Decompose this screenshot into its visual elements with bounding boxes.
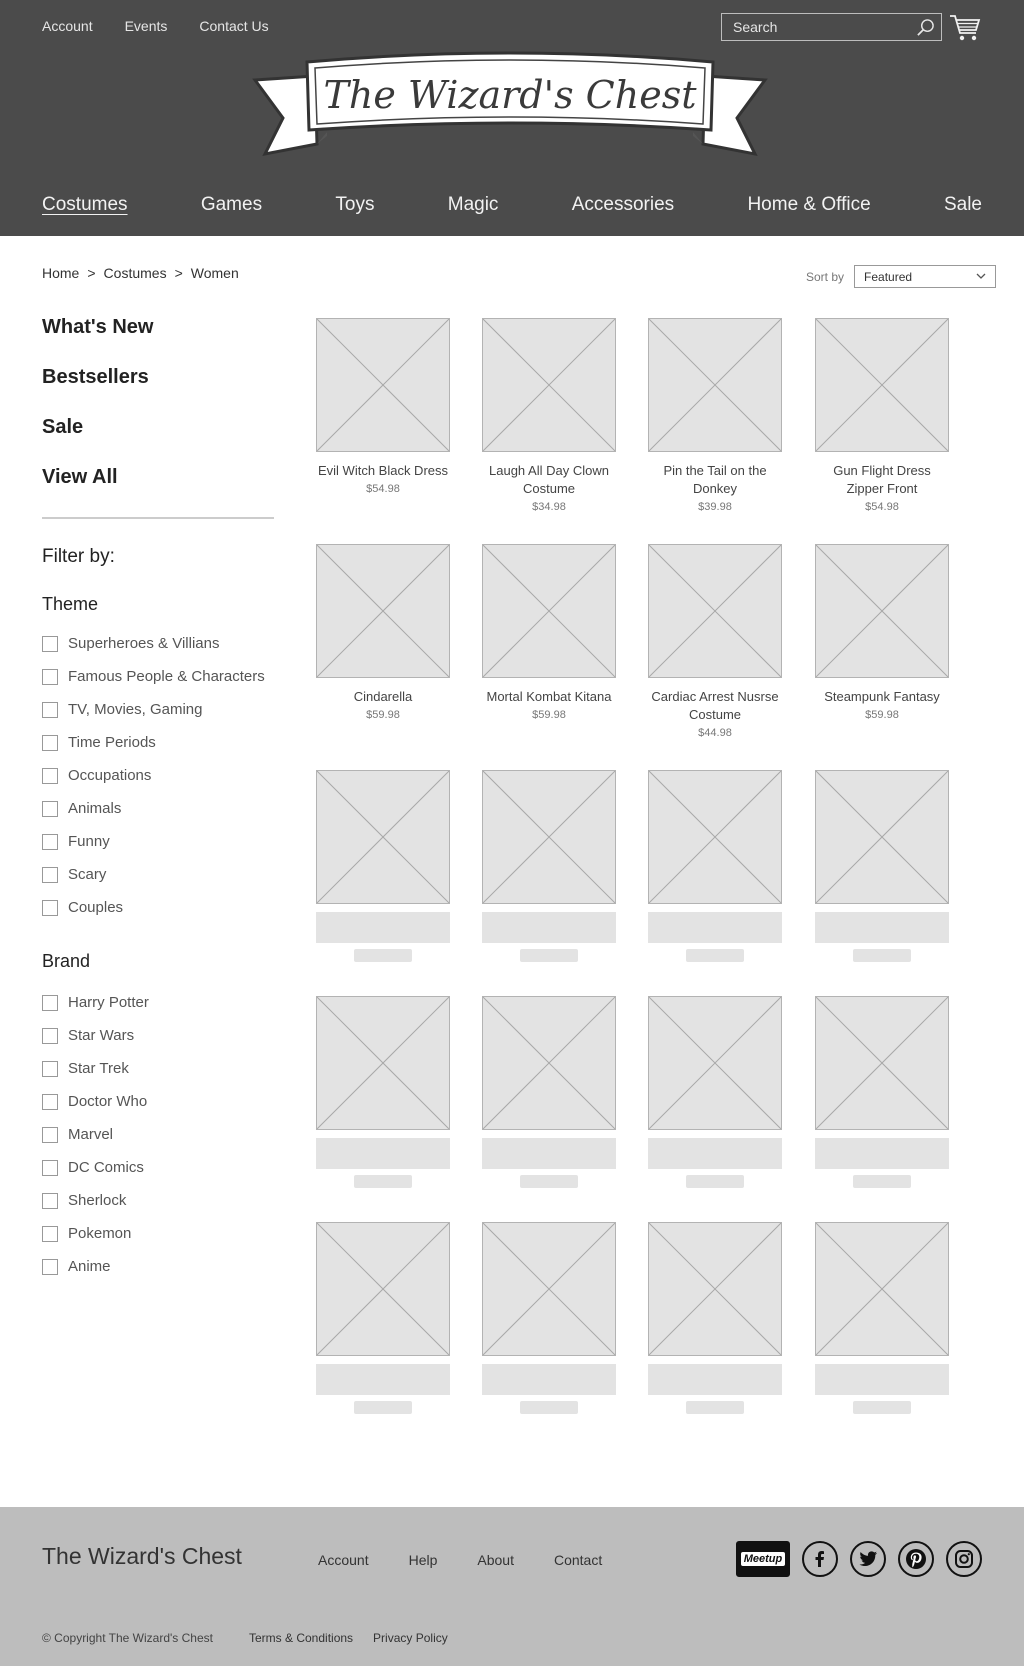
product-image-placeholder[interactable] — [316, 996, 450, 1130]
legal-links — [249, 1631, 448, 1645]
theme-filter-label: TV, Movies, Gaming — [68, 701, 203, 718]
footer-help-link[interactable]: Help — [408, 1552, 438, 1568]
theme-filter-item[interactable] — [42, 726, 265, 759]
product-price: $54.98 — [865, 501, 899, 513]
product-price-placeholder — [686, 949, 744, 962]
product-name-placeholder — [482, 1364, 616, 1395]
product-card[interactable] — [482, 1222, 616, 1414]
product-image-placeholder[interactable] — [482, 1222, 616, 1356]
product-image-placeholder[interactable] — [648, 770, 782, 904]
product-image-placeholder[interactable] — [648, 544, 782, 678]
breadcrumb-costumes[interactable]: Costumes — [103, 265, 167, 281]
nav-toys[interactable]: Toys — [335, 194, 375, 215]
checkbox[interactable] — [42, 735, 58, 751]
breadcrumb-separator: > — [87, 265, 96, 281]
instagram-icon[interactable] — [946, 1541, 982, 1577]
product-card[interactable] — [815, 318, 949, 513]
brand-filter-item[interactable] — [42, 1151, 149, 1184]
product-name-placeholder — [316, 912, 450, 943]
brand-filter-item[interactable] — [42, 1052, 149, 1085]
product-price-placeholder — [853, 1175, 911, 1188]
product-name-placeholder — [316, 1138, 450, 1169]
sidebar-divider — [42, 517, 274, 519]
privacy-link[interactable]: Privacy Policy — [373, 1631, 448, 1645]
product-image-placeholder[interactable] — [316, 544, 450, 678]
brand-filter-item[interactable] — [42, 1019, 149, 1052]
product-image-placeholder[interactable] — [648, 996, 782, 1130]
product-image-placeholder[interactable] — [815, 318, 949, 452]
theme-filter-item[interactable] — [42, 825, 265, 858]
checkbox[interactable] — [42, 1193, 58, 1209]
nav-accessories[interactable]: Accessories — [571, 194, 675, 215]
brand-filter-item[interactable] — [42, 1250, 149, 1283]
product-price-placeholder — [853, 1401, 911, 1414]
theme-filter-label: Animals — [68, 800, 122, 817]
product-price-placeholder — [520, 949, 578, 962]
product-card[interactable] — [648, 770, 782, 962]
product-card[interactable] — [815, 1222, 949, 1414]
product-price-placeholder — [520, 1175, 578, 1188]
search-box — [721, 13, 942, 41]
product-image-placeholder[interactable] — [482, 770, 616, 904]
checkbox[interactable] — [42, 834, 58, 850]
theme-filter-label: Famous People & Characters — [68, 668, 265, 685]
search-icon[interactable] — [916, 18, 935, 37]
checkbox[interactable] — [42, 1259, 58, 1275]
pinterest-icon[interactable] — [898, 1541, 934, 1577]
theme-filter-item[interactable] — [42, 792, 265, 825]
events-link[interactable]: Events — [124, 18, 168, 34]
brand-filter-label: Harry Potter — [68, 994, 149, 1011]
footer-account-link[interactable]: Account — [318, 1552, 369, 1568]
site-header — [0, 0, 1024, 236]
chevron-down-icon — [976, 273, 986, 280]
product-price-placeholder — [354, 1175, 412, 1188]
product-price: $54.98 — [366, 483, 400, 495]
utility-nav — [42, 18, 269, 34]
nav-costumes[interactable]: Costumes — [42, 194, 128, 215]
breadcrumb-home[interactable]: Home — [42, 265, 80, 281]
nav-magic[interactable]: Magic — [447, 194, 499, 215]
product-card[interactable] — [648, 544, 782, 739]
checkbox[interactable] — [42, 768, 58, 784]
product-image-placeholder[interactable] — [482, 318, 616, 452]
brand-filter-label: Doctor Who — [68, 1093, 148, 1110]
product-card[interactable] — [815, 544, 949, 721]
contact-us-link[interactable]: Contact Us — [199, 18, 269, 34]
product-price-placeholder — [354, 949, 412, 962]
product-card[interactable] — [316, 318, 450, 495]
checkbox[interactable] — [42, 1028, 58, 1044]
search-input[interactable] — [722, 14, 912, 40]
copyright-text: © Copyright The Wizard's Chest — [42, 1631, 213, 1645]
product-name-placeholder — [648, 1364, 782, 1395]
product-name[interactable]: Gun Flight Dress Zipper Front — [833, 463, 931, 496]
product-price-placeholder — [686, 1175, 744, 1188]
theme-filter-item[interactable] — [42, 693, 265, 726]
product-image-placeholder[interactable] — [482, 544, 616, 678]
sidebar-links — [42, 316, 153, 516]
theme-filter-label: Funny — [68, 833, 110, 850]
product-price-placeholder — [520, 1401, 578, 1414]
checkbox[interactable] — [42, 1127, 58, 1143]
product-image-placeholder[interactable] — [316, 1222, 450, 1356]
checkbox[interactable] — [42, 669, 58, 685]
breadcrumb-separator: > — [174, 265, 183, 281]
checkbox[interactable] — [42, 636, 58, 652]
product-price: $39.98 — [698, 501, 732, 513]
brand-filter-label: Anime — [68, 1258, 111, 1275]
sort-select[interactable] — [854, 265, 996, 288]
product-card[interactable] — [648, 318, 782, 513]
product-card[interactable] — [316, 544, 450, 721]
sort-control — [806, 265, 996, 288]
brand-filter-label: Pokemon — [68, 1225, 132, 1242]
sidebar-bestsellers[interactable]: Bestsellers — [42, 366, 149, 388]
product-card[interactable] — [482, 544, 616, 721]
product-name[interactable]: Laugh All Day Clown Costume — [489, 463, 609, 496]
product-image-placeholder[interactable] — [815, 1222, 949, 1356]
checkbox[interactable] — [42, 702, 58, 718]
facebook-icon[interactable] — [802, 1541, 838, 1577]
footer-links — [318, 1552, 602, 1568]
checkbox[interactable] — [42, 801, 58, 817]
theme-filter-label: Time Periods — [68, 734, 156, 751]
product-card[interactable] — [482, 318, 616, 513]
nav-sale[interactable]: Sale — [943, 194, 982, 215]
product-price: $44.98 — [698, 727, 732, 739]
brand-filter-item[interactable] — [42, 1085, 149, 1118]
theme-filter-label: Scary — [68, 866, 107, 883]
product-name-placeholder — [815, 1364, 949, 1395]
sort-label: Sort by — [806, 269, 845, 284]
main-nav — [42, 194, 982, 216]
footer-contact-link[interactable]: Contact — [553, 1552, 603, 1568]
product-name-placeholder — [316, 1364, 450, 1395]
product-image-placeholder[interactable] — [648, 1222, 782, 1356]
account-link[interactable]: Account — [42, 18, 93, 34]
terms-link[interactable]: Terms & Conditions — [249, 1631, 354, 1645]
product-price: $59.98 — [532, 709, 566, 721]
logo-text: The Wizard's Chest — [323, 73, 697, 117]
sort-value: Featured — [864, 270, 913, 284]
product-card[interactable] — [648, 1222, 782, 1414]
product-name-placeholder — [815, 1138, 949, 1169]
product-card[interactable] — [316, 996, 450, 1188]
brand-filter-label: Star Wars — [68, 1027, 135, 1044]
product-image-placeholder[interactable] — [316, 770, 450, 904]
product-name[interactable]: Pin the Tail on the Donkey — [663, 463, 767, 496]
product-card[interactable] — [815, 996, 949, 1188]
product-card[interactable] — [815, 770, 949, 962]
checkbox[interactable] — [42, 1226, 58, 1242]
footer-about-link[interactable]: About — [477, 1552, 514, 1568]
meetup-label: Meetup — [741, 1552, 786, 1566]
brand-filter-item[interactable] — [42, 1217, 149, 1250]
product-image-placeholder[interactable] — [316, 318, 450, 452]
brand-filter-item[interactable] — [42, 1118, 149, 1151]
product-price-placeholder — [686, 1401, 744, 1414]
nav-home-office[interactable]: Home & Office — [747, 194, 871, 215]
nav-games[interactable]: Games — [200, 194, 263, 215]
theme-filter-item[interactable] — [42, 627, 265, 660]
sidebar-whats-new[interactable]: What's New — [42, 316, 154, 338]
theme-filter-label: Couples — [68, 899, 124, 916]
checkbox[interactable] — [42, 1094, 58, 1110]
brand-filter-label: Star Trek — [68, 1060, 129, 1077]
product-name-placeholder — [482, 1138, 616, 1169]
product-name[interactable]: Steampunk Fantasy — [824, 689, 940, 704]
product-price-placeholder — [853, 949, 911, 962]
product-name-placeholder — [648, 1138, 782, 1169]
twitter-icon[interactable] — [850, 1541, 886, 1577]
checkbox[interactable] — [42, 995, 58, 1011]
checkbox[interactable] — [42, 900, 58, 916]
theme-filter-item[interactable] — [42, 759, 265, 792]
product-name[interactable]: Cardiac Arrest Nusrse Costume — [651, 689, 779, 722]
theme-filter-label: Superheroes & Villians — [68, 635, 220, 652]
product-card[interactable] — [482, 770, 616, 962]
breadcrumb — [42, 265, 239, 281]
footer-brand[interactable]: The Wizard's Chest — [42, 1543, 242, 1569]
theme-filter-item[interactable] — [42, 858, 265, 891]
product-image-placeholder[interactable] — [815, 544, 949, 678]
theme-filter-list — [42, 627, 265, 924]
checkbox[interactable] — [42, 867, 58, 883]
social-links — [736, 1541, 982, 1577]
site-footer — [0, 1507, 1024, 1666]
brand-filter-title: Brand — [42, 951, 91, 971]
breadcrumb-women: Women — [190, 265, 239, 281]
brand-filter-label: Sherlock — [68, 1192, 127, 1209]
product-card[interactable] — [316, 1222, 450, 1414]
product-name-placeholder — [815, 912, 949, 943]
theme-filter-item[interactable] — [42, 891, 265, 924]
checkbox[interactable] — [42, 1160, 58, 1176]
product-name-placeholder — [482, 912, 616, 943]
brand-filter-label: DC Comics — [68, 1159, 144, 1176]
site-logo[interactable] — [245, 46, 775, 164]
filter-title: Filter by: — [42, 546, 115, 567]
product-price: $59.98 — [865, 709, 899, 721]
theme-filter-title: Theme — [42, 594, 99, 614]
meetup-icon[interactable] — [736, 1541, 790, 1577]
brand-filter-label: Marvel — [68, 1126, 114, 1143]
product-image-placeholder[interactable] — [482, 996, 616, 1130]
product-price-placeholder — [354, 1401, 412, 1414]
cart-icon[interactable] — [949, 14, 981, 42]
theme-filter-label: Occupations — [68, 767, 152, 784]
product-name-placeholder — [648, 912, 782, 943]
product-card[interactable] — [648, 996, 782, 1188]
sidebar-view-all[interactable]: View All — [42, 466, 118, 488]
product-image-placeholder[interactable] — [648, 318, 782, 452]
brand-filter-list — [42, 986, 149, 1283]
theme-filter-item[interactable] — [42, 660, 265, 693]
sidebar-sale[interactable]: Sale — [42, 416, 84, 438]
brand-filter-item[interactable] — [42, 986, 149, 1019]
checkbox[interactable] — [42, 1061, 58, 1077]
product-card[interactable] — [316, 770, 450, 962]
product-name[interactable]: Cindarella — [353, 689, 413, 704]
product-image-placeholder[interactable] — [815, 770, 949, 904]
product-card[interactable] — [482, 996, 616, 1188]
product-price: $59.98 — [366, 709, 400, 721]
brand-filter-item[interactable] — [42, 1184, 149, 1217]
product-name[interactable]: Mortal Kombat Kitana — [486, 689, 612, 704]
product-price: $34.98 — [532, 501, 566, 513]
product-name[interactable]: Evil Witch Black Dress — [317, 463, 449, 478]
product-image-placeholder[interactable] — [815, 996, 949, 1130]
